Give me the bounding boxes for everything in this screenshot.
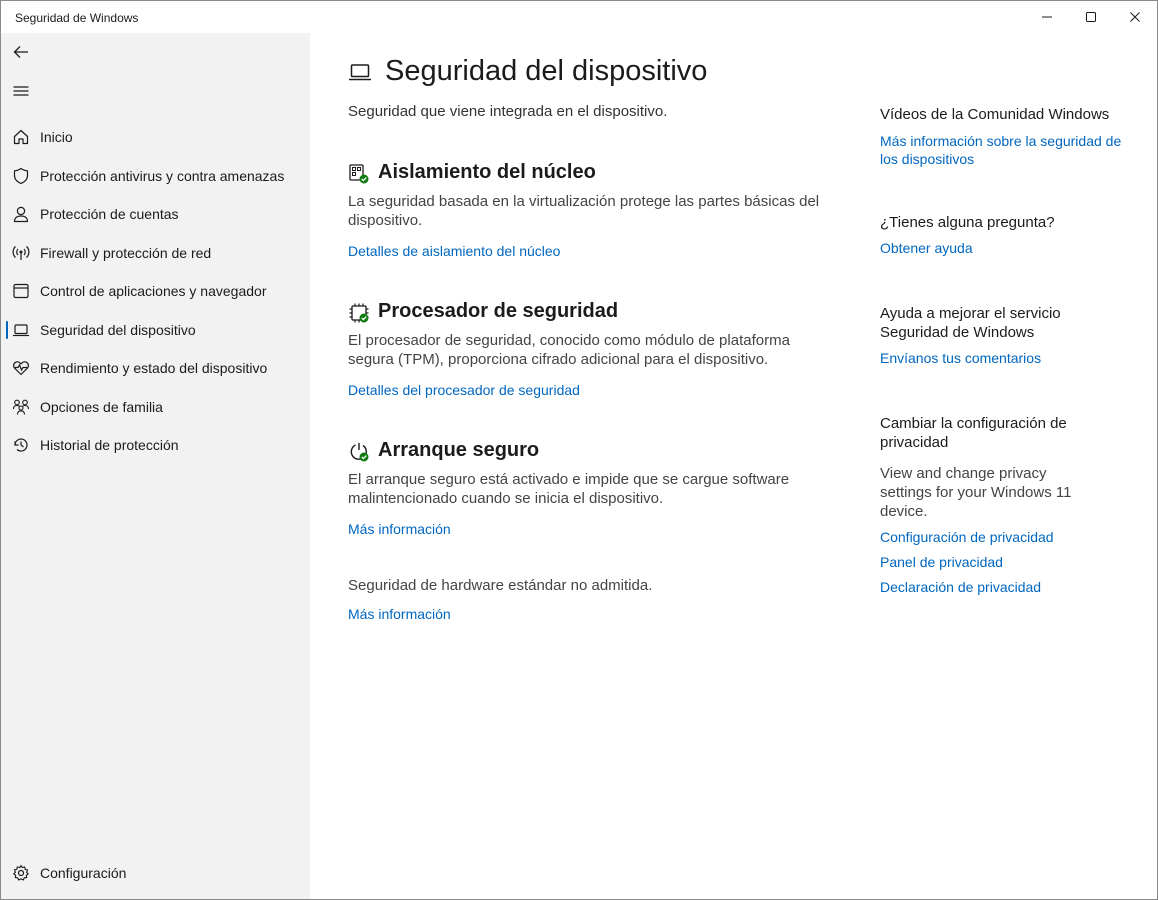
- core-isolation-section: [348, 161, 838, 261]
- minimize-icon: [1041, 11, 1053, 23]
- section-title: Procesador de seguridad: [378, 300, 619, 322]
- section-description: El procesador de seguridad, conocido como módulo de plataforma segura (TPM), proporciona cifrado adicional para el dispositivo.: [348, 332, 790, 368]
- back-arrow-icon: [12, 43, 30, 61]
- close-icon: [1129, 11, 1141, 23]
- sidebar-item-label: Inicio: [40, 129, 73, 145]
- sidebar-item-protection-history[interactable]: [1, 427, 310, 463]
- get-help-link[interactable]: Obtener ayuda: [880, 240, 973, 256]
- sidebar: [1, 33, 310, 900]
- section-description: El arranque seguro está activado e impide que se cargue software malintencionado cuando se inicia el dispositivo.: [348, 471, 790, 507]
- privacy-block: [880, 414, 1095, 596]
- sidebar-item-label: Configuración: [40, 865, 127, 881]
- privacy-heading: Cambiar la configuración de privacidad: [880, 415, 1067, 451]
- maximize-icon: [1085, 11, 1097, 23]
- question-heading: ¿Tienes alguna pregunta?: [880, 214, 1055, 231]
- sidebar-item-label: Protección de cuentas: [40, 206, 179, 222]
- page-title: Seguridad del dispositivo: [385, 55, 708, 87]
- family-icon: [12, 398, 30, 416]
- main-content: [310, 33, 1158, 900]
- home-icon: [12, 128, 30, 146]
- feedback-link[interactable]: Envíanos tus comentarios: [880, 350, 1042, 366]
- core-isolation-details-link[interactable]: Detalles de aislamiento del núcleo: [348, 243, 561, 259]
- back-button[interactable]: [5, 37, 37, 67]
- security-processor-section: [348, 300, 838, 400]
- community-link[interactable]: Más información sobre la seguridad de los dispositivos: [880, 133, 1122, 167]
- sidebar-item-inicio[interactable]: [1, 119, 310, 155]
- window-title: Seguridad de Windows: [15, 11, 139, 25]
- privacy-settings-link[interactable]: Configuración de privacidad: [880, 529, 1054, 545]
- privacy-text: View and change privacy settings for your Windows 11 device.: [880, 465, 1072, 520]
- privacy-dashboard-link[interactable]: Panel de privacidad: [880, 554, 1003, 570]
- security-processor-details-link[interactable]: Detalles del procesador de seguridad: [348, 382, 580, 398]
- community-heading: Vídeos de la Comunidad Windows: [880, 106, 1110, 123]
- sidebar-item-device-performance[interactable]: [1, 350, 310, 386]
- gear-icon: [12, 864, 30, 882]
- secure-boot-section: [348, 439, 838, 539]
- sidebar-item-account-protection[interactable]: [1, 196, 310, 232]
- improve-heading: Ayuda a mejorar el servicio Seguridad de Windows: [880, 305, 1061, 341]
- sidebar-item-label: Control de aplicaciones y navegador: [40, 283, 267, 299]
- laptop-icon: [348, 61, 372, 90]
- sidebar-item-settings[interactable]: [1, 855, 310, 891]
- section-title: Aislamiento del núcleo: [378, 161, 596, 183]
- improve-block: [880, 304, 1080, 367]
- sidebar-item-label: Historial de protección: [40, 437, 179, 453]
- close-button[interactable]: [1112, 1, 1158, 33]
- sidebar-item-device-security[interactable]: [1, 312, 310, 348]
- hamburger-menu-button[interactable]: [5, 76, 37, 106]
- hamburger-icon: [12, 82, 30, 100]
- question-block: [880, 213, 1130, 257]
- sidebar-item-family-options[interactable]: [1, 389, 310, 425]
- title-bar: [1, 1, 1158, 33]
- person-icon: [12, 205, 30, 223]
- sidebar-item-label: Firewall y protección de red: [40, 245, 212, 261]
- page-subtitle: Seguridad que viene integrada en el dispositivo.: [348, 103, 668, 120]
- secure-boot-icon: [348, 441, 370, 468]
- sidebar-item-label: Protección antivirus y contra amenazas: [40, 168, 285, 184]
- sidebar-item-app-browser-control[interactable]: [1, 273, 310, 309]
- sidebar-item-firewall[interactable]: [1, 235, 310, 271]
- sidebar-item-label: Opciones de familia: [40, 399, 163, 415]
- secure-boot-more-info-link[interactable]: Más información: [348, 521, 451, 537]
- maximize-button[interactable]: [1068, 1, 1114, 33]
- sidebar-item-label: Rendimiento y estado del dispositivo: [40, 360, 268, 376]
- minimize-button[interactable]: [1024, 1, 1070, 33]
- section-description: La seguridad basada en la virtualización protege las partes básicas del dispositivo.: [348, 193, 820, 229]
- shield-icon: [12, 167, 30, 185]
- community-videos-block: [880, 105, 1130, 168]
- sidebar-item-label: Seguridad del dispositivo: [40, 322, 196, 338]
- heart-pulse-icon: [12, 359, 30, 377]
- section-title: Arranque seguro: [378, 439, 540, 461]
- sidebar-item-virus-protection[interactable]: [1, 158, 310, 194]
- chip-icon: [348, 302, 370, 329]
- app-browser-icon: [12, 282, 30, 300]
- laptop-icon: [12, 321, 30, 339]
- wireless-icon: [12, 244, 30, 262]
- hardware-more-info-link[interactable]: Más información: [348, 606, 451, 622]
- history-icon: [12, 436, 30, 454]
- hardware-security-note: Seguridad de hardware estándar no admitida.: [348, 577, 653, 594]
- privacy-statement-link[interactable]: Declaración de privacidad: [880, 579, 1042, 595]
- core-isolation-icon: [348, 163, 370, 190]
